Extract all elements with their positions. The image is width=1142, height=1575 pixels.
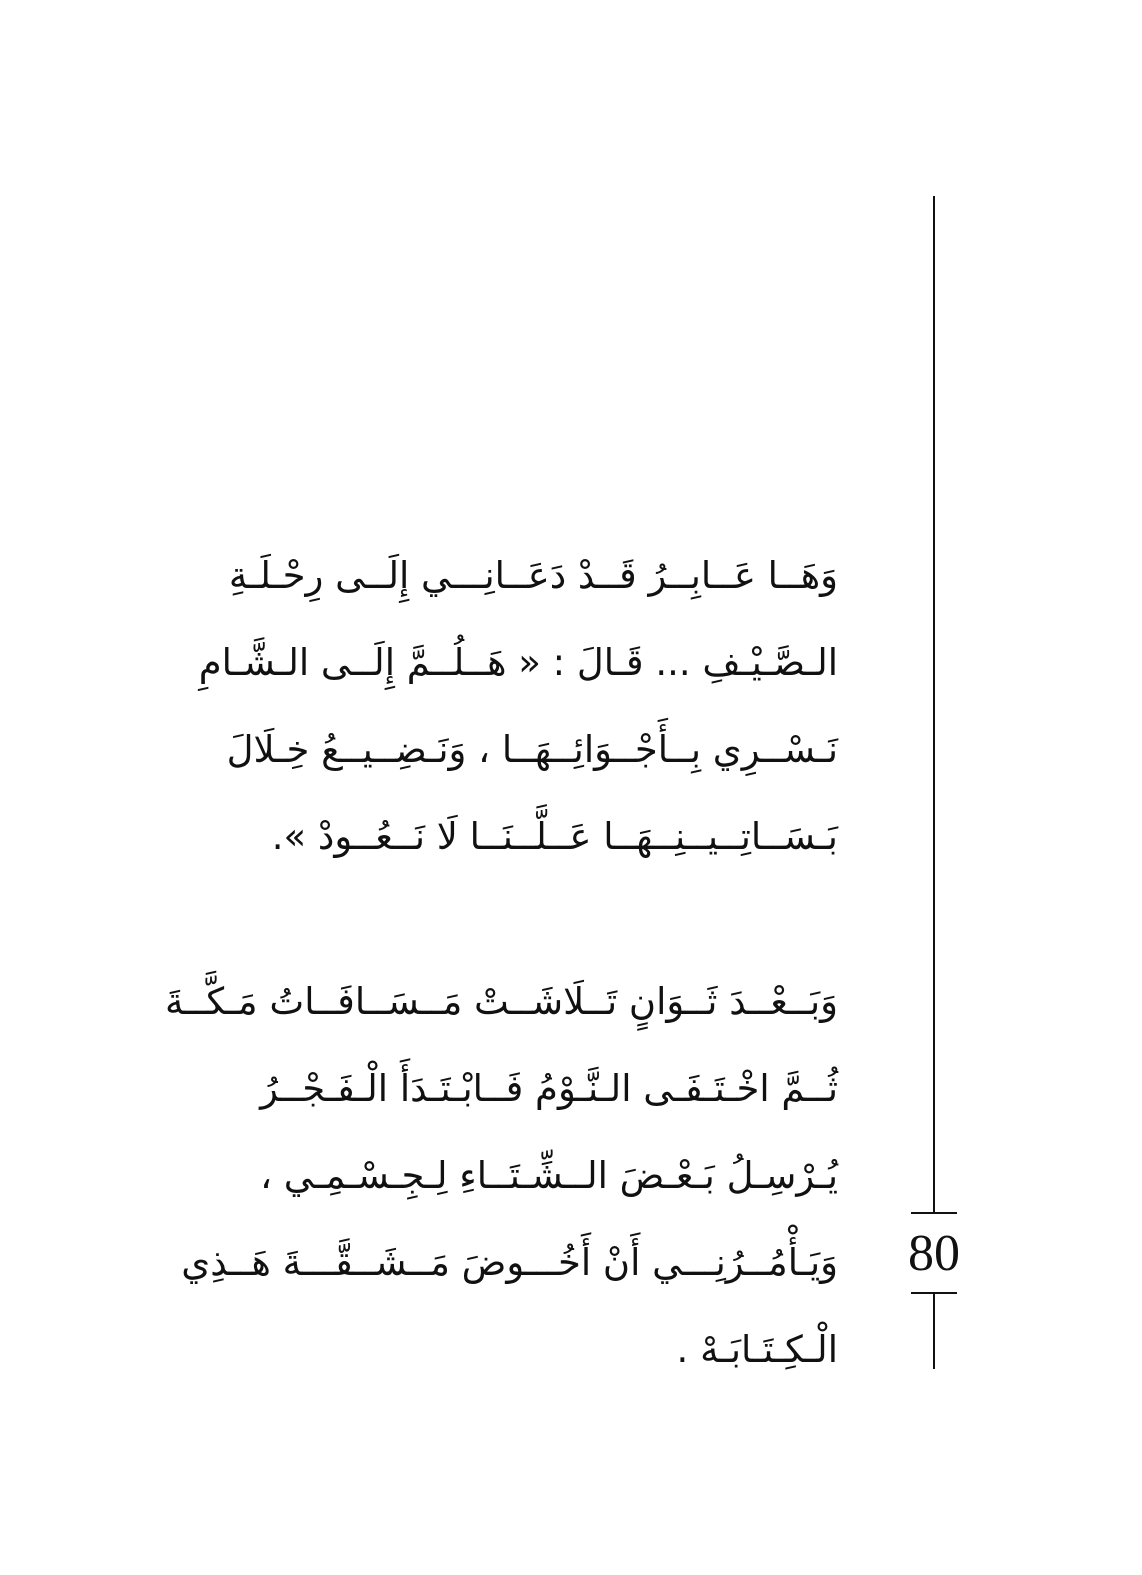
- paragraph-line: الْـكِـتَـابَـهْ .: [676, 1328, 838, 1371]
- paragraph-line: نَـسْــرِي بِــأَجْــوَائِــهَــا ، وَنَـضِــيــعُ خِـلَالَ: [226, 728, 838, 771]
- margin-rule-bottom: [933, 1293, 935, 1369]
- paragraph-line: الـصَّـيْـفِ ... قَـالَ : « هَــلُــمَّ إِلَــى الـشَّـامِ: [198, 641, 838, 684]
- paragraph-line: يُـرْسِـلُ بَـعْـضَ الــشِّـتَــاءِ لِـجِـسْـمِـي ،: [260, 1154, 838, 1197]
- paragraph-1: [140, 532, 838, 880]
- page-number-rule-top: [911, 1212, 957, 1214]
- paragraph-2: [140, 958, 838, 1393]
- margin-rule-top: [933, 196, 935, 1212]
- paragraph-line: بَـسَــاتِــيــنِــهَــا عَــلَّــنَــا لَا نَــعُــودْ ».: [271, 815, 838, 858]
- paragraph-line: ثُــمَّ اخْـتَـفَـى الـنَّـوْمُ فَــابْـتَـدَأَ الْـفَـجْــرُ: [260, 1067, 838, 1110]
- paragraph-line: وَبَــعْــدَ ثَــوَانٍ تَــلَاشَــتْ مَــسَــافَــاتُ مَـكَّــةَ: [165, 980, 838, 1023]
- paragraph-line: وَيَـأْمُــرُنِـــي أَنْ أَخُـــوضَ مَــشَــقَّـــةَ هَــذِي: [181, 1241, 838, 1284]
- paragraph-line: وَهَــا عَــابِــرُ قَــدْ دَعَــانِـــي إِلَــى رِحْـلَـةِ: [228, 554, 838, 597]
- page-number: 80: [908, 1225, 960, 1282]
